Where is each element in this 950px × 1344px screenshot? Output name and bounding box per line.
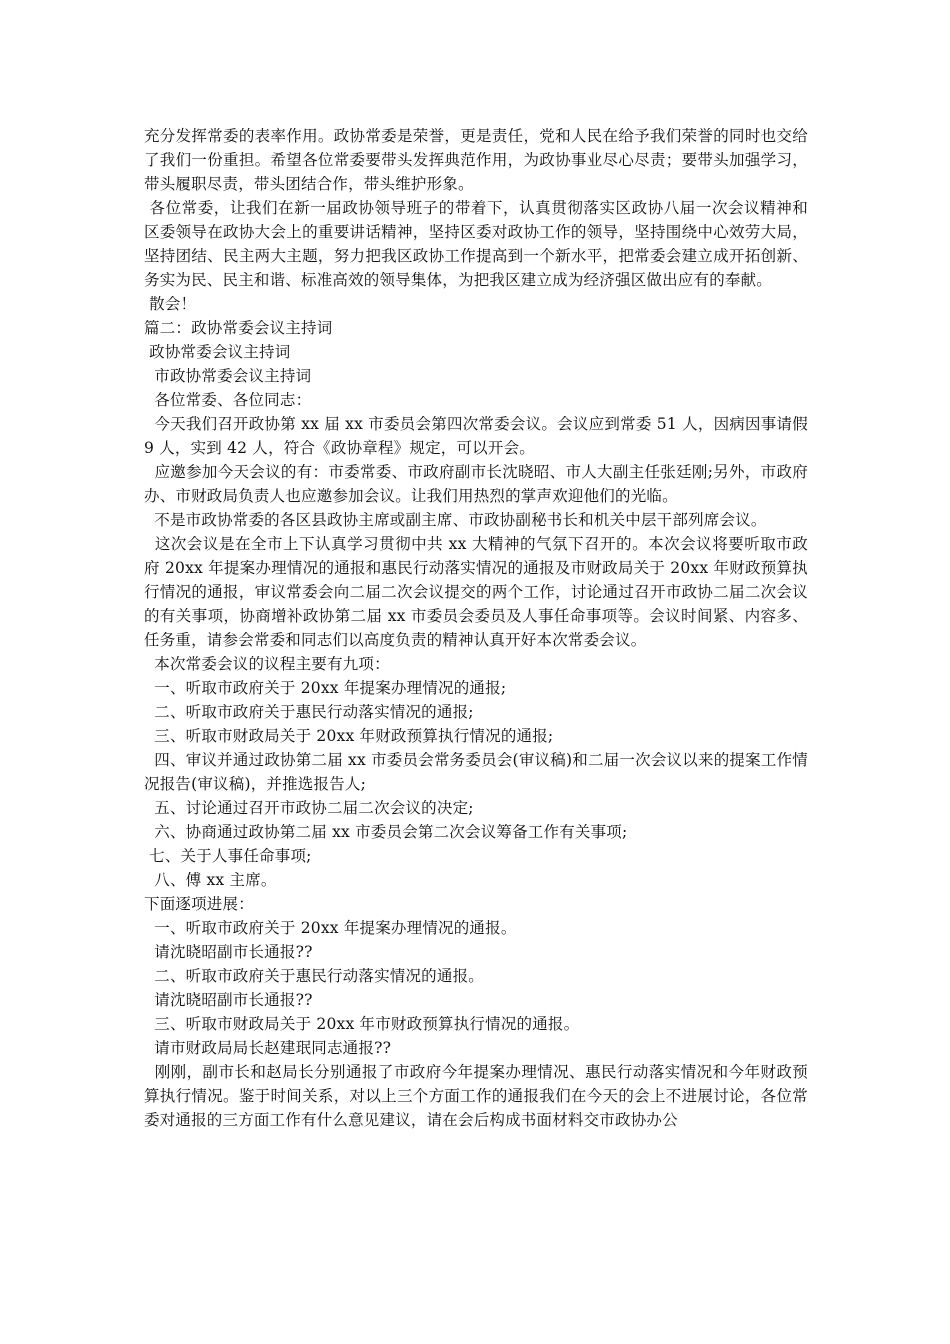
paragraph: 各位常委，让我们在新一届政协领导班子的带着下，认真贯彻落实区政协八届一次会议精神和区委领导在政协大会上的重要讲话精神，坚持区委对政协工作的领导，坚持围绕中心效劳大局，坚持团结、民主两大主题，努力把我区政协工作提高到一个新水平，把常委会建立成开拓创新、务实为民、民主和谐、标准高效的领导集体，为把我区建立成为经济强区做出应有的奉献。 — [144, 199, 808, 289]
agenda-item: 三、听取市财政局关于 20xx 年财政预算执行情况的通报; — [144, 727, 554, 745]
agenda-item: 二、听取市政府关于惠民行动落实情况的通报; — [144, 703, 474, 721]
agenda-item: 五、讨论通过召开市政协二届二次会议的决定; — [144, 799, 474, 817]
section-heading: 篇二：政协常委会议主持词 — [144, 319, 333, 337]
agenda-item: 一、听取市政府关于 20xx 年提案办理情况的通报; — [144, 679, 507, 697]
agenda-item: 八、傅 xx 主席。 — [144, 871, 277, 889]
paragraph: 应邀参加今天会议的有：市委常委、市政府副市长沈晓昭、市人大副主任张廷刚;另外，市政府办、市财政局负责人也应邀参加会议。让我们用热烈的掌声欢迎他们的光临。 — [144, 463, 808, 505]
paragraph: 市政协常委会议主持词 — [144, 367, 312, 385]
paragraph: 今天我们召开政协第 xx 届 xx 市委员会第四次常委会议。会议应到常委 51 人，因病因事请假 9 人，实到 42 人，符合《政协章程》规定，可以开会。 — [144, 415, 814, 457]
document-body — [144, 124, 814, 1132]
agenda-item: 七、关于人事任命事项; — [144, 847, 312, 865]
paragraph: 充分发挥常委的表率作用。政协常委是荣誉，更是责任，党和人民在给予我们荣誉的同时也交给了我们一份重担。希望各位常委要带头发挥典范作用，为政协事业尽心尽责；要带头加强学习，带头履职尽责，带头团结合作，带头维护形象。 — [144, 127, 808, 193]
paragraph: 请沈晓昭副市长通报?? — [144, 991, 313, 1009]
agenda-item: 六、协商通过政协第二届 xx 市委员会第二次会议筹备工作有关事项; — [144, 823, 628, 841]
paragraph: 二、听取市政府关于惠民行动落实情况的通报。 — [144, 967, 484, 985]
paragraph: 下面逐项进展： — [144, 895, 254, 913]
paragraph: 散会！ — [144, 295, 197, 313]
paragraph: 刚刚，副市长和赵局长分别通报了市政府今年提案办理情况、惠民行动落实情况和今年财政预算执行情况。鉴于时间关系，对以上三个方面工作的通报我们在今天的会上不进展讨论，各位常委对通报的三方面工作有什么意见建议，请在会后构成书面材料交市政协办公 — [144, 1063, 808, 1129]
paragraph: 一、听取市政府关于 20xx 年提案办理情况的通报。 — [144, 919, 517, 937]
paragraph: 请沈晓昭副市长通报?? — [144, 943, 313, 961]
paragraph: 这次会议是在全市上下认真学习贯彻中共 xx 大精神的气氛下召开的。本次会议将要听取市政府 20xx 年提案办理情况的通报和惠民行动落实情况的通报及市财政局关于 20xx 年财政预算执行情况的通报，审议常委会向二届二次会议提交的两个工作，讨论通过召开市政协二届二次会议的有关事项，协商增补政协第二届 xx 市委员会委员及人事任命事项等。会议时间紧、内容多、任务重，请参会常委和同志们以高度负责的精神认真开好本次常委会议。 — [144, 535, 808, 649]
paragraph: 请市财政局局长赵建珉同志通报?? — [144, 1039, 392, 1057]
paragraph: 各位常委、各位同志： — [144, 391, 312, 409]
paragraph: 本次常委会议的议程主要有九项： — [144, 655, 390, 673]
paragraph: 三、听取市财政局关于 20xx 年市财政预算执行情况的通报。 — [144, 1015, 580, 1033]
paragraph: 不是市政协常委的各区县政协主席或副主席、市政协副秘书长和机关中层干部列席会议。 — [144, 511, 767, 529]
agenda-item: 四、审议并通过政协第二届 xx 市委员会常务委员会(审议稿)和二届一次会议以来的提案工作情况报告(审议稿)，并推选报告人; — [144, 751, 808, 793]
paragraph: 政协常委会议主持词 — [144, 343, 291, 361]
